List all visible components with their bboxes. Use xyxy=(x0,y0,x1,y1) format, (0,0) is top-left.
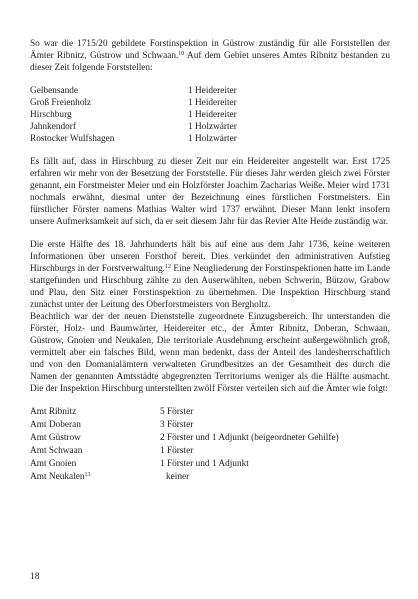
list-item-staff: 1 Heidereiter xyxy=(188,98,237,108)
paragraph-3-text-b: Eine Neugliederung der Forstinspektionen hatte im Lande stattgefunden und Hirschburg zählte zu den Auserwählten, neben Schwerin, Bützow, Grabow und Plau, den Sitz einer Forstinspektion zu übernehmen. Die Inspektion Hirschburg stand zunächst unter der Leitung des Oberforstmeisters von Bergholtz. xyxy=(30,264,390,310)
list-item xyxy=(30,458,390,471)
list-item xyxy=(30,419,390,432)
list-item-staff: keiner xyxy=(166,472,190,482)
paragraph-2: Es fällt auf, dass in Hirschburg zu dieser Zeit nur ein Heidereiter angestellt war. Erst 1725 erfahren wir mehr von der Besetzung der Forststelle. Für dieses Jahr werden gleich zwei Förster genannt, ein Forstmeister Meier und ein Holzförster Joachim Zacharias Weiße. Meier wird 1731 nochmals erwähnt, diesmal unter der Bezeichnung eines fürstlichen Forstmeisters. Ein fürstlicher Förster namens Mathias Walter wird 1737 erwähnt. Dieser Mann lenkt insofern unsere Aufmerksamkeit auf sich, da er seit diesem Jahr für das Revier Alte Heide zuständig war. xyxy=(30,157,390,227)
list-item-place: Amt Doberan xyxy=(30,420,81,430)
list-item-staff: 1 Holzwärter xyxy=(188,122,237,132)
list-item xyxy=(30,121,390,133)
paragraph-3-text-a: Die erste Hälfte des 18. Jahrhunderts hält bis auf eine aus dem Jahr 1736, keine weiteren Informationen über unseren Forsthof bereit. Dies verkündet den administrativen Aufstieg Hirschburgs in der Forstverwaltung. xyxy=(30,240,390,274)
list-item-staff: 1 Holzwärter xyxy=(188,134,237,144)
paragraph-1 xyxy=(30,38,390,74)
footnote-ref-13: 13 xyxy=(84,472,91,478)
list-item-place: Amt Schwaan xyxy=(30,446,83,456)
list-item-place: Amt Ribnitz xyxy=(30,407,77,417)
list-item xyxy=(30,97,390,109)
list-item-staff: 3 Förster xyxy=(160,420,194,430)
list-item-place: Hirschburg xyxy=(30,110,72,120)
paragraph-3 xyxy=(30,239,390,311)
list-item xyxy=(30,406,390,419)
list-item-staff: 1 Heidereiter xyxy=(188,110,237,120)
paragraph-4: Beachtlich war der der neuen Dienststelle zugeordnete Einzugsbereich. Ihr unterstanden die Förster, Holz- und Baumwärter, Heidereiter etc., der Ämter Ribnitz, Doberan, Schwaan, Güstrow, Gnoien und Neukalen, Die territoriale Ausdehnung erscheint außergewöhnlich groß, vermittelt aber ein falsches Bild, wenn man bedenkt, dass der Anteil des landesherrschaftlich und von den Domanialämtern verwalteten Grundbesitzes an der Gesamtheit des durch die Namen der genannten Amtsstädte abgegrenzten Territoriums weniger als die Hälfte ausmacht. Die der Inspektion Hirschburg unterstellten zwölf Förster verteilen sich auf die Ämter wie folgt: xyxy=(30,312,390,394)
list-item xyxy=(30,133,390,145)
paragraph-1-text-a: So war die 1715/20 gebildete Forstinspektion in Güstrow zuständig für alle Forststellen der Ämter Ribnitz, Güstrow und Schwaan. xyxy=(30,39,390,61)
list-item-place: Jahnkendorf xyxy=(30,122,76,132)
list-item-place: Amt Gnoien xyxy=(30,459,77,469)
list-item-staff: 1 Förster und 1 Adjunkt xyxy=(160,459,249,469)
list-item xyxy=(30,471,390,484)
list-item xyxy=(30,109,390,121)
page-content xyxy=(30,38,390,484)
forststellen-list xyxy=(30,85,390,145)
footnote-ref-12: 12 xyxy=(164,264,171,270)
list-item xyxy=(30,85,390,97)
paragraph-1-text-b: Auf dem Gebiet unseres Amtes Ribnitz bestanden zu dieser Zeit folgende Forststellen: xyxy=(30,51,390,73)
list-item xyxy=(30,432,390,445)
list-item-staff: 5 Förster xyxy=(160,407,194,417)
list-item-place: Groß Freienholz xyxy=(30,98,92,108)
list-item xyxy=(30,445,390,458)
footnote-ref-10: 10 xyxy=(178,51,185,57)
page-number: 18 xyxy=(30,572,40,582)
list-item-place: Amt Güstrow xyxy=(30,433,81,443)
list-item-staff: 1 Heidereiter xyxy=(188,86,237,96)
list-item-place: Rostocker Wulfshagen xyxy=(30,134,115,144)
list-item-place: Gelbensande xyxy=(30,86,79,96)
list-item-staff: 1 Förster xyxy=(160,446,194,456)
list-item-place: Amt Neukalen$^{13}$ xyxy=(30,472,91,482)
list-item-staff: 2 Förster und 1 Adjunkt (beigeordneter Gehilfe) xyxy=(160,433,339,443)
aemter-list xyxy=(30,406,390,484)
